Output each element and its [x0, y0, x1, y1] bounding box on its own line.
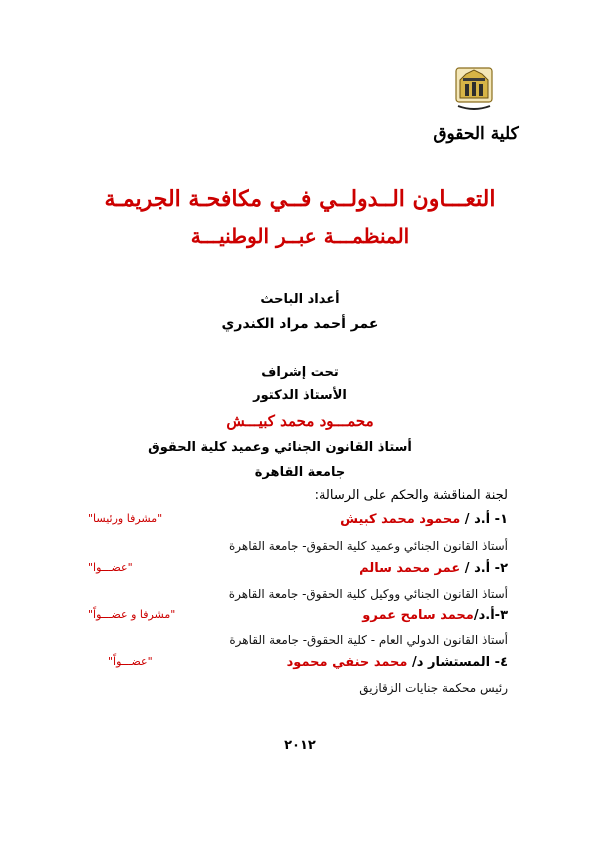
member-role: "مشرفا ورئيسا" [88, 512, 163, 525]
researcher-label: أعداد الباحث [260, 292, 340, 307]
member-prefix: ٢- أ.د / [460, 561, 508, 576]
researcher-name: عمر أحمد مراد الكندري [221, 316, 379, 332]
member-name: محمد سامح عمرو [362, 608, 474, 623]
thesis-title-line-1: التعـــاون الــدولــي فــي مكافحـة الجريمـة [104, 186, 496, 212]
member-role: "عضـــوا" [88, 561, 133, 574]
member-prefix: ١- أ.د / [460, 512, 508, 527]
member-prefix: ٣-أ.د/ [473, 608, 508, 623]
committee-member-3 [88, 608, 508, 628]
member-role: "مشرفا و عضـــواً" [88, 608, 176, 621]
committee-member-2 [88, 561, 508, 581]
member-name-line [362, 608, 508, 623]
committee-member-1 [88, 512, 508, 532]
university-logo [452, 66, 496, 114]
committee-member-4 [88, 655, 508, 675]
supervisor-name: محمـــود محمد كبيـــش [226, 412, 374, 430]
supervisor-title: الأستاذ الدكتور [253, 388, 347, 403]
thesis-year: ٢٠١٢ [284, 738, 316, 753]
thesis-title-line-2: المنظمـــة عبــر الوطنيـــة [190, 224, 410, 248]
supervisor-description: أستاذ القانون الجنائي وعميد كلية الحقوق [148, 440, 412, 455]
member-name: محمود محمد كبيش [340, 512, 461, 527]
supervisor-university: جامعة القاهرة [254, 465, 346, 480]
member-description: أستاذ القانون الجنائي ووكيل كلية الحقوق- جامعة القاهرة [228, 587, 508, 601]
member-description: رئيس محكمة جنايات الزقازيق [359, 681, 508, 695]
member-description: أستاذ القانون الجنائي وعميد كلية الحقوق- جامعة القاهرة [228, 539, 508, 553]
member-name: محمد حنفي محمود [286, 655, 408, 670]
member-name-line [359, 561, 508, 576]
cairo-university-emblem-icon [452, 66, 496, 114]
member-prefix: ٤- المستشار د/ [407, 655, 508, 670]
member-name-line [340, 512, 508, 527]
member-name-line [287, 655, 508, 670]
member-description: أستاذ القانون الدولي العام - كلية الحقوق- جامعة القاهرة [229, 633, 508, 647]
supervision-label: تحت إشراف [261, 365, 339, 380]
committee-label: لجنة المناقشة والحكم على الرسالة: [314, 488, 508, 503]
member-role: "عضـــواً" [108, 655, 153, 668]
faculty-name: كلية الحقوق [433, 124, 519, 144]
member-name: عمر محمد سالم [359, 561, 461, 576]
